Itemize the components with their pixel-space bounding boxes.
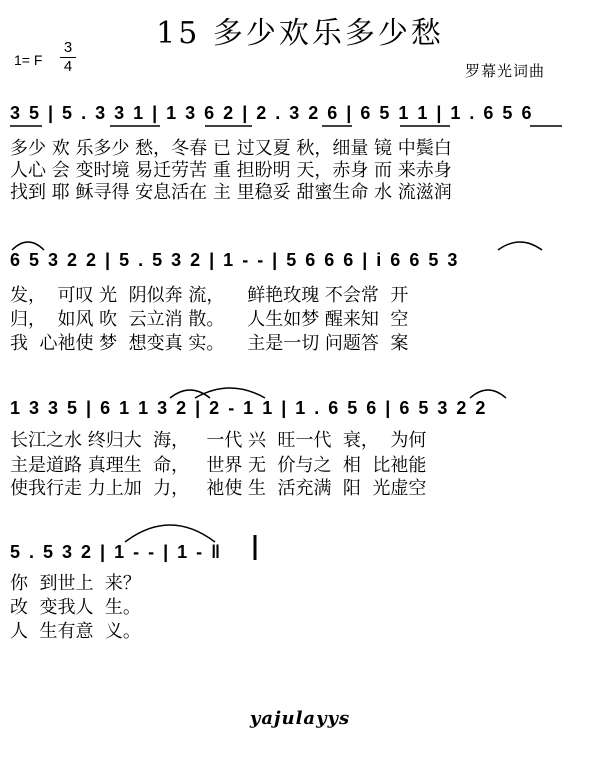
footer-signature: yajulayys: [249, 708, 351, 729]
key-signature: 1= F: [14, 52, 43, 68]
slur-mark: [470, 390, 506, 398]
lyric-line-3-1: 长江之水 终归大 海， 一代 兴 旺一代 衰， 为何: [10, 430, 427, 451]
slur-mark: [498, 242, 542, 250]
notation-line-4: 5 . 5 3 2 | 1 - - | 1 - ‖: [10, 542, 223, 562]
lyric-line-4-3: 人 生有意 义。: [10, 621, 141, 642]
composer-credit: 罗幕光词曲: [465, 62, 546, 80]
slur-mark: [125, 525, 215, 542]
lyric-line-1-2: 人心 会 变时境 易迁劳苦 重 担盼明 天，赤身 而 来赤身: [10, 160, 452, 181]
lyric-line-1-3: 找到 耶 稣寻得 安息活在 主 里稳妥 甜蜜生命 水 流滋润: [10, 182, 452, 203]
time-signature-top: 3: [63, 39, 73, 56]
time-signature-bottom: 4: [63, 58, 73, 75]
notation-line-3: 1 3 3 5 | 6 1 1 3 2 | 2 - 1 1 | 1 . 6 5 6 | 6 5 3 2 2: [10, 398, 488, 418]
lyric-line-2-2: 归， 如风 吹 云立消 散。 人生如梦 醒来知 空: [10, 309, 409, 330]
slur-mark: [195, 388, 265, 398]
lyric-line-1-1: 多少 欢 乐多少 愁，冬春 已 过又夏 秋，细量 镜 中鬓白: [10, 138, 452, 159]
song-title: 15 多少欢乐多少愁: [156, 16, 444, 51]
notation-line-2: 6 5 3 2 2 | 5 . 5 3 2 | 1 - - | 5 6 6 6 | i 6 6 5 3: [10, 250, 460, 270]
lyric-line-2-3: 我 心祂使 梦 想变真 实。 主是一切 问题答 案: [10, 333, 409, 354]
notation-line-1: 3 5 | 5 . 3 3 1 | 1 3 6 2 | 2 . 3 2 6 | 6 5 1 1 | 1 . 6 5 6: [10, 103, 534, 123]
lyric-line-4-1: 你 到世上 来？: [10, 573, 141, 594]
lyric-line-3-2: 主是道路 真理生 命， 世界 无 价与之 相 比祂能: [10, 455, 427, 476]
lyric-line-2-1: 发， 可叹 光 阴似奔 流， 鲜艳玫瑰 不会常 开: [10, 285, 409, 306]
lyric-line-3-3: 使我行走 力上加 力， 祂使 生 活充满 阳 光虚空: [10, 478, 427, 499]
lyric-line-4-2: 改 变我人 生。: [10, 597, 141, 618]
slur-mark: [12, 242, 44, 250]
